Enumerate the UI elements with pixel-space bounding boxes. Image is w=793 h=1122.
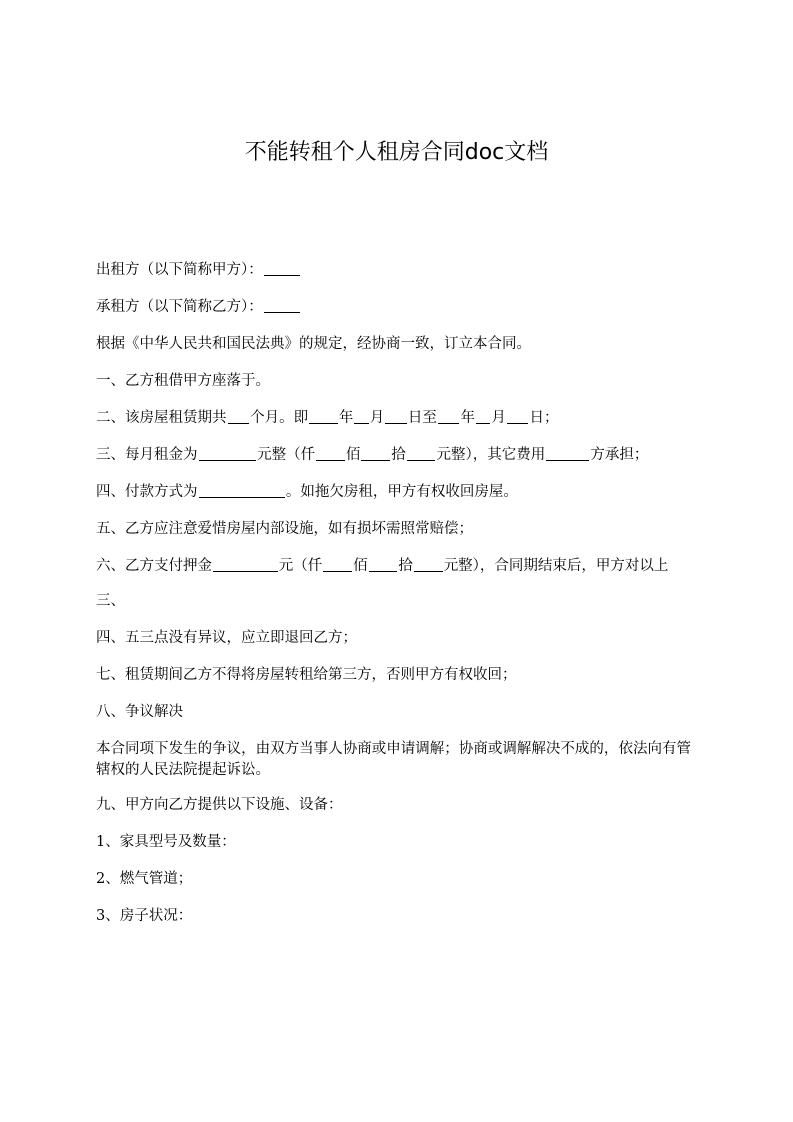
paragraph: [96, 739, 691, 781]
document-body: [96, 260, 691, 943]
paragraph-text: 月: [369, 410, 385, 426]
fill-in-blank: [438, 409, 460, 425]
fill-in-blank: [264, 261, 300, 277]
paragraph-text: 拾: [391, 447, 406, 463]
paragraph-text: 元整），其它费用: [436, 447, 546, 463]
fill-in-blank: [213, 557, 278, 573]
paragraph-text: 四、五三点没有异议，应立即退回乙方；: [96, 630, 357, 646]
paragraph: [96, 665, 691, 686]
fill-in-blank: [354, 409, 368, 425]
paragraph-text: 1、家具型号及数量：: [96, 834, 236, 850]
paragraph-text: 五、乙方应注意爱惜房屋内部设施，如有损坏需照常赔偿；: [96, 521, 473, 537]
paragraph-text: 佰: [345, 447, 361, 463]
paragraph-text: 元整（仟: [257, 447, 316, 463]
paragraph: [96, 628, 691, 649]
paragraph-text: 根据《中华人民共和国民法典》的规定，经协商一致，订立本合同。: [96, 336, 531, 352]
paragraph: [96, 408, 691, 429]
paragraph-text: 七、租赁期间乙方不得将房屋转租给第三方，否则甲方有权收回；: [96, 667, 517, 683]
paragraph: [96, 334, 691, 355]
paragraph-text: 年: [338, 410, 354, 426]
paragraph-text: 日；: [529, 410, 559, 426]
fill-in-blank: [507, 409, 529, 425]
fill-in-blank: [264, 298, 300, 314]
paragraph-text: 日至: [407, 410, 437, 426]
paragraph-text: 佰: [353, 558, 368, 574]
fill-in-blank: [546, 446, 589, 462]
fill-in-blank: [414, 557, 443, 573]
fill-in-blank: [316, 446, 345, 462]
fill-in-blank: [369, 557, 398, 573]
paragraph-text: 出租方（以下简称甲方）：: [96, 262, 263, 278]
paragraph-text: 二、该房屋租赁期共: [96, 410, 227, 426]
fill-in-blank: [476, 409, 490, 425]
paragraph: [96, 702, 691, 723]
paragraph: [96, 260, 691, 281]
paragraph-text: 方承担；: [590, 447, 649, 463]
paragraph-text: 一、乙方租借甲方座落于。: [96, 373, 270, 389]
paragraph-text: 八、争议解决: [96, 704, 183, 720]
fill-in-blank: [407, 446, 436, 462]
paragraph-text: 年: [460, 410, 475, 426]
paragraph-text: 2、燃气管道；: [96, 871, 193, 887]
paragraph: [96, 591, 691, 612]
paragraph-text: 本合同项下发生的争议，由双方当事人协商或申请调解；协商或调解解决不成的，依法向有管辖权的人民法院提起诉讼。: [96, 741, 691, 778]
fill-in-blank: [309, 409, 338, 425]
paragraph: [96, 832, 691, 853]
paragraph-text: 元整），合同期结束后，甲方对以上: [443, 558, 669, 574]
paragraph-text: 承租方（以下简称乙方）：: [96, 299, 263, 315]
fill-in-blank: [361, 446, 390, 462]
paragraph-text: 三、每月租金为: [96, 447, 198, 463]
paragraph: [96, 482, 691, 503]
paragraph: [96, 519, 691, 540]
fill-in-blank: [199, 483, 285, 499]
paragraph-text: 。如拖欠房租，甲方有权收回房屋。: [285, 484, 518, 500]
paragraph: [96, 297, 691, 318]
paragraph-text: 月: [491, 410, 506, 426]
paragraph: [96, 906, 691, 927]
paragraph-text: 个月。即: [250, 410, 309, 426]
paragraph: [96, 556, 691, 577]
fill-in-blank: [199, 446, 257, 462]
paragraph: [96, 869, 691, 890]
paragraph: [96, 445, 691, 466]
document-title: 不能转租个人租房合同doc文档: [244, 140, 549, 165]
paragraph: [96, 371, 691, 392]
paragraph: [96, 795, 691, 816]
paragraph-text: 拾: [398, 558, 413, 574]
paragraph-text: 三、: [96, 593, 125, 609]
paragraph-text: 3、房子状况：: [96, 908, 193, 924]
fill-in-blank: [228, 409, 250, 425]
paragraph-text: 四、付款方式为: [96, 484, 198, 500]
fill-in-blank: [385, 409, 407, 425]
paragraph-text: 元（仟: [278, 558, 323, 574]
paragraph-text: 九、甲方向乙方提供以下设施、设备：: [96, 797, 343, 813]
paragraph-text: 六、乙方支付押金: [96, 558, 212, 574]
fill-in-blank: [323, 557, 352, 573]
